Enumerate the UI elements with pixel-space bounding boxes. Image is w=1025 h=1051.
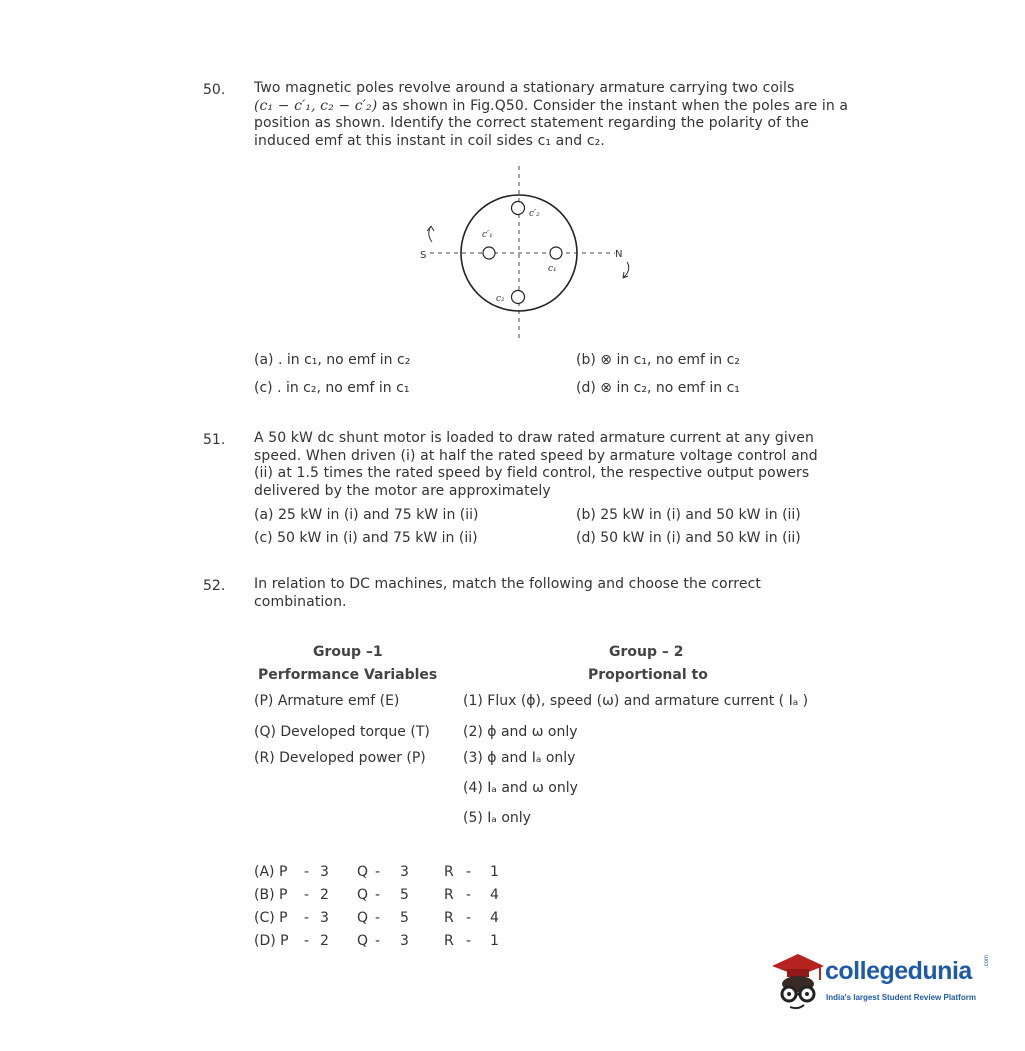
group1-subtitle: Performance Variables (258, 667, 438, 683)
answer-cell: - (466, 910, 472, 926)
answer-cell: - (375, 910, 381, 926)
q52-answer-row-b (254, 887, 514, 907)
q52-text (254, 576, 850, 611)
answer-cell: (C) P (254, 910, 288, 926)
answer-cell: 1 (490, 933, 499, 949)
group1-item-p: (P) Armature emf (E) (254, 693, 400, 709)
q50-text (254, 80, 850, 150)
answer-cell: R (444, 910, 454, 926)
q51-line4: delivered by the motor are approximately (254, 482, 551, 499)
q51-text (254, 430, 850, 500)
group1-item-r: (R) Developed power (P) (254, 750, 426, 766)
answer-cell: 1 (490, 864, 499, 880)
answer-cell: 5 (400, 887, 409, 903)
q51-line2: speed. When driven (i) at half the rated speed by armature voltage control and (254, 447, 818, 464)
q52-number: 52. (203, 578, 226, 594)
group2-item-2: (2) ϕ and ω only (463, 724, 578, 740)
q51-option-d: (d) 50 kW in (i) and 50 kW in (ii) (576, 530, 801, 546)
collegedunia-mascot-logo (768, 944, 828, 1014)
q50-coils: (c₁ − c′₁, c₂ − c′₂) (254, 97, 378, 114)
group2-item-4: (4) Iₐ and ω only (463, 780, 578, 796)
answer-cell: - (466, 864, 472, 880)
answer-cell: 3 (400, 864, 409, 880)
q50-option-a: (a) . in c₁, no emf in c₂ (254, 352, 411, 368)
q51-line3: (ii) at 1.5 times the rated speed by field control, the respective output powers (254, 465, 810, 481)
group2-title: Group – 2 (609, 644, 684, 660)
q51-option-b: (b) 25 kW in (i) and 50 kW in (ii) (576, 507, 801, 523)
q50-line4: induced emf at this instant in coil sides c₁ and c₂. (254, 132, 605, 149)
q51-option-c: (c) 50 kW in (i) and 75 kW in (ii) (254, 530, 478, 546)
rotation-arrowhead-s (427, 226, 434, 231)
q50-line3: position as shown. Identify the correct statement regarding the polarity of the (254, 115, 809, 131)
q50-option-c: (c) . in c₂, no emf in c₁ (254, 380, 410, 396)
label-c1: c₁ (548, 264, 557, 274)
answer-cell: - (375, 864, 381, 880)
answer-cell: 4 (490, 887, 499, 903)
answer-cell: - (375, 933, 381, 949)
answer-cell: 2 (320, 887, 329, 903)
pole-n-label: N (615, 249, 623, 260)
label-c2: c₂ (496, 294, 505, 304)
group2-item-3: (3) ϕ and Iₐ only (463, 750, 576, 766)
q51-line1: A 50 kW dc shunt motor is loaded to draw rated armature current at any given (254, 430, 814, 446)
answer-cell: 3 (320, 910, 329, 926)
answer-cell: - (375, 887, 381, 903)
answer-cell: (A) P (254, 864, 288, 880)
answer-cell: R (444, 864, 454, 880)
q52-answer-row-a (254, 864, 514, 884)
answer-cell: - (466, 933, 472, 949)
q50-line2-rest: as shown in Fig.Q50. Consider the instant when the poles are in a (381, 97, 849, 114)
q52-line2: combination. (254, 593, 347, 610)
q50-line1: Two magnetic poles revolve around a stationary armature carrying two coils (254, 80, 795, 96)
q51-option-a: (a) 25 kW in (i) and 75 kW in (ii) (254, 507, 479, 523)
q50-option-d: (d) ⊗ in c₂, no emf in c₁ (576, 380, 740, 396)
answer-cell: (D) P (254, 933, 289, 949)
group2-item-1: (1) Flux (ϕ), speed (ω) and armature current ( Iₐ ) (463, 693, 809, 709)
fig-q50 (410, 160, 640, 340)
answer-cell: R (444, 887, 454, 903)
answer-cell: - (304, 933, 310, 949)
answer-cell: Q (357, 933, 369, 949)
answer-cell: 3 (400, 933, 409, 949)
answer-cell: R (444, 933, 454, 949)
answer-cell: 2 (320, 933, 329, 949)
answer-cell: - (304, 864, 310, 880)
pole-s-label: S (420, 250, 427, 261)
group1-title: Group –1 (313, 644, 383, 660)
group2-subtitle: Proportional to (588, 667, 708, 683)
answer-cell: 4 (490, 910, 499, 926)
group2-item-5: (5) Iₐ only (463, 810, 531, 826)
q52-answer-grid (254, 864, 514, 954)
label-c2-prime: c′₂ (529, 209, 540, 219)
brand-name: collegedunia (825, 957, 972, 985)
answer-cell: 3 (320, 864, 329, 880)
coil-c2-prime (512, 202, 525, 215)
answer-cell: - (304, 887, 310, 903)
q52-line1: In relation to DC machines, match the following and choose the correct (254, 576, 761, 592)
q50-line2 (254, 98, 850, 116)
brand-tagline: India's largest Student Review Platform (826, 993, 976, 1002)
q50-number: 50. (203, 82, 226, 98)
q52-answer-row-c (254, 910, 514, 930)
answer-cell: - (304, 910, 310, 926)
answer-cell: Q (357, 910, 369, 926)
q50-option-b: (b) ⊗ in c₁, no emf in c₂ (576, 352, 740, 368)
q52-answer-row-d (254, 933, 514, 953)
label-c1-prime: c′₁ (482, 230, 493, 240)
group1-item-q: (Q) Developed torque (T) (254, 724, 430, 740)
brand-tld: .com (984, 954, 990, 968)
answer-cell: (B) P (254, 887, 288, 903)
answer-cell: Q (357, 887, 369, 903)
answer-cell: - (466, 887, 472, 903)
answer-cell: 5 (400, 910, 409, 926)
coil-c1 (550, 247, 562, 259)
coil-c2 (512, 291, 525, 304)
q51-number: 51. (203, 432, 226, 448)
answer-cell: Q (357, 864, 369, 880)
coil-c1-prime (483, 247, 495, 259)
